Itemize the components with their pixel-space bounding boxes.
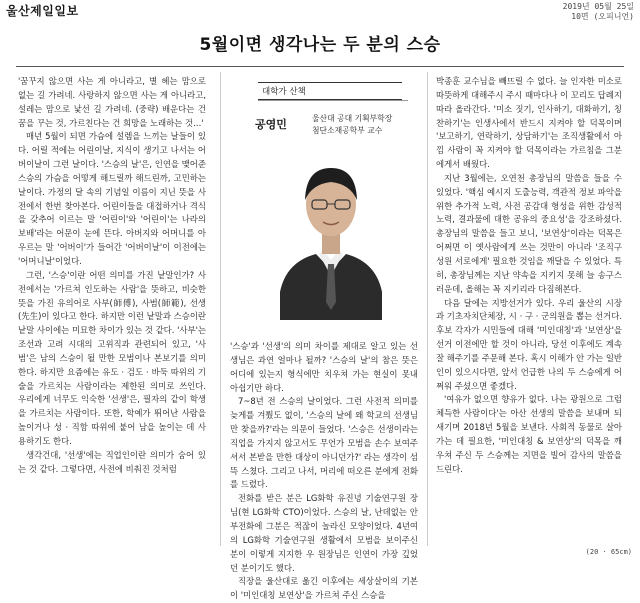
paragraph: 직장을 울산대로 옮긴 이후에는 세상살이의 기본이 '미인대칭 보연상'을 가르쳐 주신 스승을 (230, 576, 418, 601)
masthead: 울산제일일보 (6, 4, 79, 18)
author-affiliation-line: 울산대 공대 기획부학장 (312, 114, 393, 123)
column-separator (220, 72, 221, 546)
article-title: 5월이면 생각나는 두 분의 스승 (199, 35, 441, 55)
paragraph: 지난 3월에는, 오연천 총장님의 말씀을 들을 수 있었다. '핵심 예시지 도출능력, 객관적 정보 파악을 위한 추가적 노력, 사전 공감대 형성을 위한 감성적 노력, 결과물에 대한 공유의 중요성'을 강조하셨다. 총장님의 말씀을 들고 보니, '보연상'이라는 덕목은 어쩌면 이 옛사람에게 쓰는 것만이 아니라 '조직구성원 서로에게' 필요한 것임을 깨달을 수 있었다. 특히, 총장님께는 지난 약속을 지키지 못해 늘 송구스러운데, 올해는 꼭 지키리라 다짐해본다. (436, 172, 622, 294)
column-separator (427, 72, 428, 546)
author-affiliation-line: 첨단소재공학부 교수 (312, 126, 383, 135)
paragraph: 박종훈 교수님을 빼뜨릴 수 없다. 늘 인자한 미소로 따뜻하게 대해주시 주시 때마다나 이 꼬리도 답례지 따라 올라간다. '미소 짓기, 인사하기, 대화하기, 칭찬하기'는 인생사에서 반드시 지켜야 할 덕목이며 '보고하기, 연락하기, 상담하기'는 조직생활에서 아낌 사람이 꼭 지켜야 할 덕목이라는 가르침을 그분에게서 배웠다. (436, 76, 622, 170)
date-line-2: 10면 (오피니언) (571, 12, 634, 21)
author-name: 공영민 (255, 118, 287, 131)
article-column-2 (230, 340, 418, 601)
paragraph: 매년 5월이 되면 가슴에 설렘을 느끼는 날들이 있다. 어릴 적에는 어린이날, 지식이 생기고 나서는 어버이날이 그런 날이다. '스승의 날'은, 인연을 맺어준 스승의 가슴을 어떻게 해드릴까 해드린까, 고민하는 날이다. 가정의 달 속의 기념일 이름이 지닌 뜻을 사전에서 한번 찾아본다. 어린이들을 대접하거나 격식을 갖추어 이르는 말 '어린이'와 '어린이'는 나라의 보배'라는 어문이 눈에 뜬다. 아버지와 어머니를 아우르는 말 '어버이'가 들어간 '어버이날'이 이전에는 '어머니날'이었다. (18, 131, 206, 266)
date-line-1: 2019년 05월 25일 (562, 2, 634, 11)
paragraph: '스승'과 '선생'의 의미 차이를 제대로 알고 있는 선생님은 과연 얼마나 될까? '스승의 날'의 참은 뜻은 어디에 있는지 형식에만 치우쳐 가는 현실이 못내 아쉽기만 하다. (230, 341, 418, 393)
page-reference: (20 · 65cm) (585, 548, 632, 556)
article-column-1 (18, 75, 206, 545)
author-affiliation (312, 113, 392, 137)
paragraph: '여유가 없으면 향유가 없다. 나는 광원으로 그럼 체득한 사람이다'는 아산 선생의 말씀을 보내며 되새기며 2018년 5월을 보낸다. 사회적 동물로 살아가는 데 필요한, '미인대칭 & 보연상'의 덕목을 깨우쳐 주신 두 스승께는 지면을 빌어 감사의 말씀을 드린다. (436, 394, 622, 474)
paragraph: 전화를 받은 분은 LG화학 유진녕 기술연구원 장님(현 LG화학 CTO)이었다. 스승의 날, 난데없는 안부전화에 그분은 적잖이 놀라신 모양이었다. 4년여의 LG화학 기술연구원 생활에서 모범을 보이주신 분이 이렇게 지지한 우 원장님은 인연이 가장 깊었던 분이기도 했다. (230, 493, 418, 573)
column-tag: 대학가 산책 (258, 82, 402, 100)
article-column-3 (436, 75, 622, 545)
tag-rule (258, 100, 408, 101)
paragraph: 다음 달에는 지방선거가 있다. 우리 울산의 시장과 기초자치단체장, 시 · 구 · 군의원을 뽑는 선거다. 후보 각자가 시민들에 대해 '미인대칭'과 '보연상'을 선거 이전에만 할 것이 아니라, 당선 이후에도 계속 잘 해주기를 주문해 본다. 혹시 이해가 안 가는 일반인이 있으시다면, 앞서 언급한 나의 두 스승에게 어쩌워 주셨으면 좋겠다. (436, 297, 622, 391)
author-photo (278, 142, 384, 320)
paragraph: '꿈꾸지 않으면 사는 게 아니라고, 별 헤는 맘으로 없는 길 가려네. 사랑하지 않으면 사는 게 아니라고, 설레는 맘으로 낯선 길 가려네. (중략) 배운다는 건 꿈을 꾸는 것, 가르친다는 건 희망을 노래하는 것…' (18, 76, 206, 128)
author-box (228, 78, 420, 328)
paragraph: 생각건대, '선생'에는 직업인이란 의미가 숨어 있는 것 같다. 그렇다면, 사전에 비춰진 것처럼 (18, 449, 206, 474)
dateline (563, 2, 634, 22)
paragraph: 7~8년 전 스승의 날이었다. 그런 사전적 의미를 늦게를 겨뤘도 없이, '스승의 날에 왜 학교의 선생님만 찾을까?'라는 의문이 들었다. '스승은 선생이라는 직업을 가지지 않고서도 무언가 모범을 손수 보여주셔서 본받을 만한 대상이 아니던가?' 라는 생각이 섬뜩 스쳤다. 그리고 나서, 머리에 떠오른 분에게 전화를 드렸다. (230, 396, 418, 490)
paragraph: 그런, '스승'이란 어떤 의미를 가진 낱말인가? 사전에서는 '가르쳐 인도하는 사람'을 뜻하고, 비슷한 뜻을 가진 유의어로 사부(師傅), 사범(師範), 선생(先生)이 있다고 한다. 하지만 이런 낱말과 스승이란 낱말 사이에는 미묘한 차이가 있는 것 같다. '사부'는 조선과 고려 시대의 고위직과 관련되어 있고, '사범'은 남의 스승이 될 만한 모범이나 본보기를 의미한다. 하지만 요즘에는 유도 · 검도 · 바둑 따위의 기술을 가르치는 사람이라는 제한된 의미로 쓰인다. 우리에게 너무도 익숙한 '선생'은, 필자의 같이 학생을 가르치는 사람이다. 또한, 학예가 뛰어난 사람을 높이거나 성 · 직함 따위에 붙어 남을 높이는 데 사용하기도 한다. (18, 269, 206, 446)
title-rule (16, 66, 624, 67)
